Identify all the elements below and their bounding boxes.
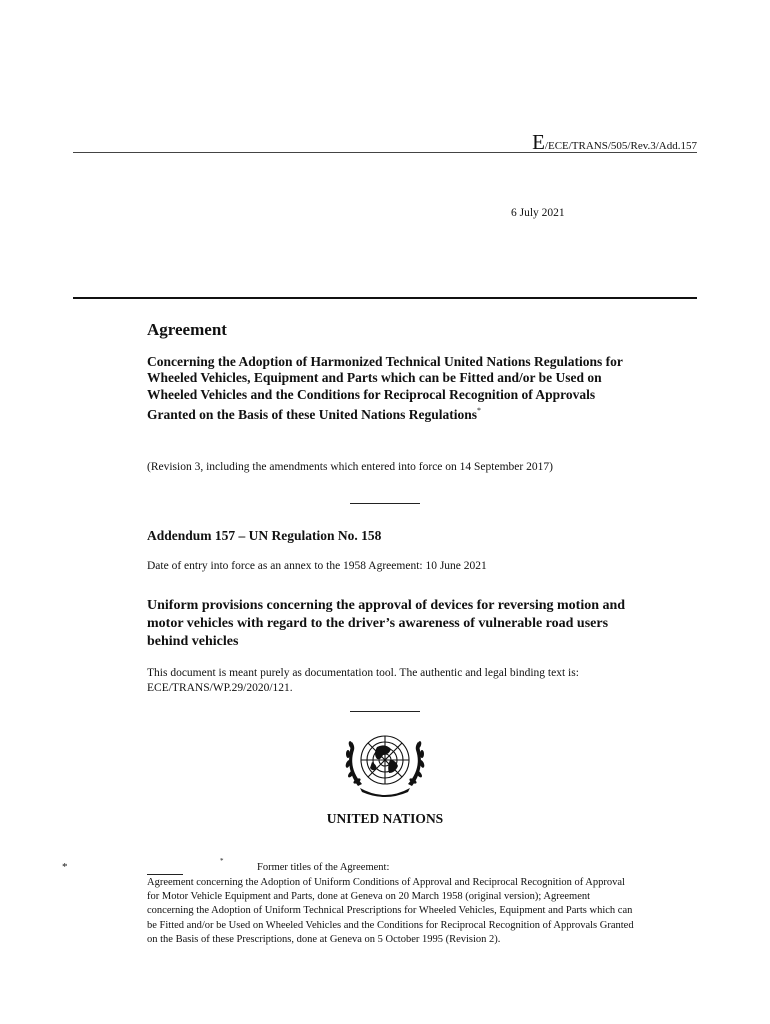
footnote-marker-inline: * (220, 857, 224, 865)
document-date: 6 July 2021 (511, 207, 565, 219)
un-emblem-icon (336, 720, 434, 808)
symbol-code: /ECE/TRANS/505/Rev.3/Add.157 (544, 140, 697, 152)
footnote-text: Agreement concerning the Adoption of Uniform Conditions of Approval and Reciprocal Recognition of Approval for Motor Vehicle Equipment and Parts, done at Geneva on 20 March 1958 (original version); Agreement concerning the Adoption of Uniform Technical Prescriptions for Wheeled Vehicles, Equipment and Parts which can be Fitted and/or be Used on Wheeled Vehicles and the Conditions for Reciprocal Recognition of Approvals Granted on the Basis of these Prescriptions, done at Geneva on 5 October 1995 (Revision 2). (147, 877, 634, 945)
regulation-title: Uniform provisions concerning the approval of devices for reversing motion and motor vehicles with regard to the driver’s awareness of vulnerable road users behind vehicles (147, 598, 626, 649)
entry-into-force: Date of entry into force as an annex to the 1958 Agreement: 10 June 2021 (147, 560, 487, 572)
footnote-title: Former titles of the Agreement: (257, 862, 390, 873)
agreement-subtitle (147, 354, 627, 423)
revision-note: (Revision 3, including the amendments which entered into force on 14 September 2017) (147, 461, 553, 473)
organization-name: UNITED NATIONS (326, 811, 444, 826)
agreement-subtitle-text: Concerning the Adoption of Harmonized Technical United Nations Regulations for Wheeled Vehicles, Equipment and Parts which can be Fitted and/or be Used on Wheeled Vehicles and the Conditions for Reciprocal Recognition of Approvals Granted on the Basis of these United Nations Regulations (147, 354, 623, 422)
addendum-heading: Addendum 157 – UN Regulation No. 158 (147, 528, 382, 543)
header-rule (73, 152, 697, 153)
footnote-reference: * (477, 405, 482, 415)
footnote-marker: * (62, 861, 68, 873)
separator-rule (350, 503, 420, 504)
agreement-heading: Agreement (147, 320, 227, 339)
documentation-note: This document is meant purely as documentation tool. The authentic and legal binding text is: ECE/TRANS/WP.29/2020/121. (147, 667, 579, 694)
separator-rule-2 (350, 711, 420, 712)
title-rule (73, 297, 697, 299)
symbol-prefix: E (532, 130, 545, 154)
footnote-separator (147, 874, 183, 875)
